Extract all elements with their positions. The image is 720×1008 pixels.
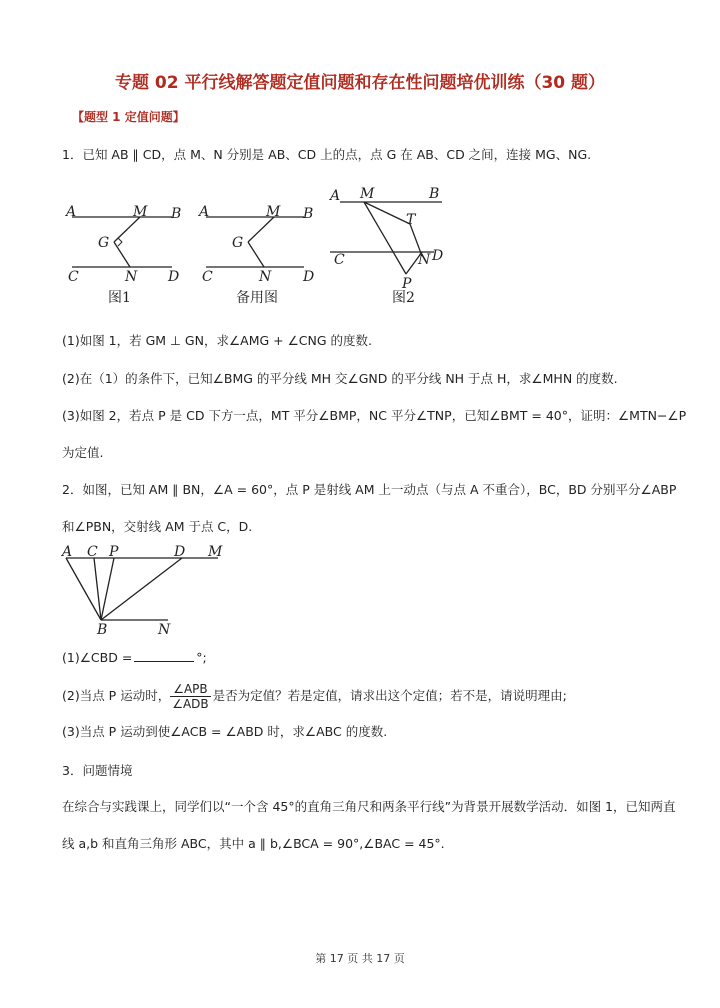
fig2-label-B: B — [429, 186, 440, 202]
fig1-label-N: N — [125, 269, 138, 285]
fig1-label-M: M — [133, 204, 148, 220]
q2-stem-line2: 和∠PBN，交射线 AM 于点 C，D. — [62, 519, 253, 534]
fig2-label-N: N — [418, 252, 431, 268]
fraction-numerator: ∠APB — [170, 682, 210, 697]
q2-stem-line1: 2．如图，已知 AM ∥ BN，∠A = 60°，点 P 是射线 AM 上一动点（与点 A 不重合），BC，BD 分别平分∠ABP — [62, 482, 677, 497]
q2-label-D: D — [174, 544, 186, 560]
q1-part2: (2)在（1）的条件下，已知∠BMG 的平分线 MH 交∠GND 的平分线 NH 于点 H，求∠MHN 的度数. — [62, 371, 618, 386]
q2-label-C: C — [87, 544, 98, 560]
fig1-label-A: A — [66, 204, 77, 220]
q2-part1-suffix: °; — [196, 650, 207, 665]
q1-part1: (1)如图 1，若 GM ⊥ GN，求∠AMG + ∠CNG 的度数. — [62, 333, 373, 348]
q2-part2-prefix: (2)当点 P 运动时， — [62, 688, 171, 703]
fig2-label-A: A — [330, 188, 341, 204]
spare-label-N: N — [259, 269, 272, 285]
q2-label-P: P — [109, 544, 119, 560]
fig1-label-C: C — [68, 269, 79, 285]
q2-label-M: M — [208, 544, 223, 560]
q3-line2: 线 a,b 和直角三角形 ABC，其中 a ∥ b,∠BCA = 90°,∠BAC = 45°. — [62, 836, 445, 851]
fig1-label-G: G — [98, 235, 110, 251]
document-title: 专题 02 平行线解答题定值问题和存在性问题培优训练（30 题） — [114, 73, 606, 93]
fig2-label-T: T — [406, 212, 416, 228]
fig2-label-C: C — [334, 252, 345, 268]
fig1-label-B: B — [171, 206, 182, 222]
q2-label-N: N — [158, 622, 171, 638]
page-footer: 第 17 页 共 17 页 — [315, 952, 405, 965]
answer-blank[interactable] — [134, 649, 194, 662]
spare-label-C: C — [202, 269, 213, 285]
q1-part3-line1: (3)如图 2，若点 P 是 CD 下方一点，MT 平分∠BMP，NC 平分∠TNP，已知∠BMT = 40°，证明：∠MTN−∠P — [62, 408, 687, 423]
fig1-label-D: D — [168, 269, 180, 285]
fig1-caption: 图1 — [108, 290, 131, 306]
q2-label-A: A — [62, 544, 73, 560]
spare-label-G: G — [232, 235, 244, 251]
q2-label-B: B — [97, 622, 108, 638]
spare-label-A: A — [199, 204, 210, 220]
fig2-label-D: D — [432, 248, 444, 264]
spare-label-D: D — [303, 269, 315, 285]
fig2-label-P: P — [402, 276, 412, 292]
q2-figure — [56, 542, 246, 638]
q1-figure-spare — [197, 204, 314, 306]
q2-part1 — [62, 649, 207, 667]
spare-caption: 备用图 — [236, 290, 278, 306]
q2-part2-suffix: 是否为定值？若是定值，请求出这个定值；若不是，请说明理由; — [212, 688, 567, 703]
q2-part1-prefix: (1)∠CBD = — [62, 650, 133, 665]
q2-part3: (3)当点 P 运动到使∠ACB = ∠ABD 时，求∠ABC 的度数. — [62, 724, 388, 739]
section-heading: 【题型 1 定值问题】 — [72, 110, 185, 124]
fraction-denominator: ∠ADB — [172, 697, 209, 711]
fig2-caption: 图2 — [392, 290, 415, 306]
q2-part2 — [62, 682, 567, 711]
q3-line1: 在综合与实践课上，同学们以“一个含 45°的直角三角尺和两条平行线”为背景开展数学活动．如图 1，已知两直 — [62, 799, 676, 814]
spare-label-B: B — [303, 206, 314, 222]
q1-figure-2 — [328, 186, 443, 306]
q1-figures — [60, 180, 460, 310]
q1-part3-line2: 为定值. — [62, 445, 104, 460]
q1-figure-1 — [64, 204, 181, 306]
spare-label-M: M — [266, 204, 281, 220]
q1-stem: 1．已知 AB ∥ CD，点 M、N 分别是 AB、CD 上的点，点 G 在 AB、CD 之间，连接 MG、NG. — [62, 147, 592, 162]
angle-fraction — [170, 682, 210, 711]
fig2-label-M: M — [360, 186, 375, 202]
q3-heading: 3．问题情境 — [62, 763, 133, 778]
